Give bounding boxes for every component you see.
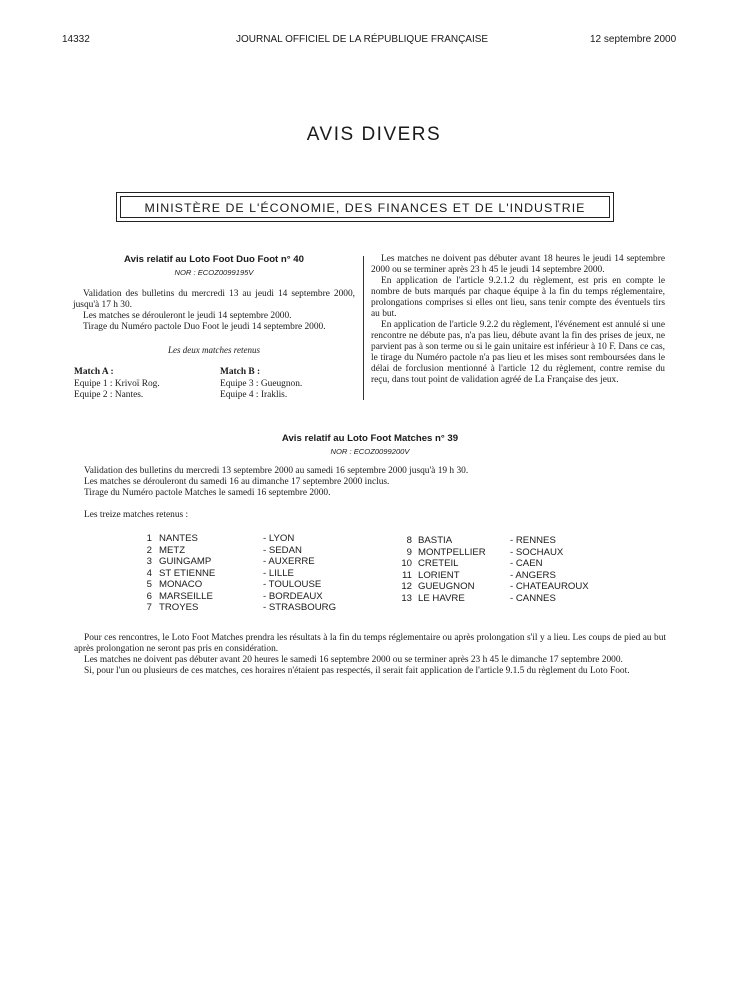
match-row: 3 GUINGAMP - AUXERRE [146,556,315,567]
page-title: AVIS DIVERS [306,124,442,145]
match-row: 8 BASTIA - RENNES [406,535,556,546]
footer-paragraph: Les matches ne doivent pas débuter avant 20 heures le samedi 16 septembre 2000 ou se terminer après 23 h 45 le dimanche 17 septembre 2000. [84,655,623,665]
match-list-left [128,533,368,614]
match-row: 4 ST ETIENNE - LILLE [146,567,294,579]
match-b [220,367,360,402]
duo-foot-notice [73,254,355,355]
match-row: 13 LE HAVRE - CANNES [401,592,556,604]
matches-line: Validation des bulletins du mercredi 13 septembre 2000 au samedi 16 septembre 2000 jusqu'à 19 h 30. [84,466,469,476]
duo-heading: Avis relatif au Loto Foot Duo Foot n° 40 [124,254,304,265]
match-row: 5 MONACO - TOULOUSE [146,579,322,590]
matches-notice [74,433,666,521]
duo-line: Les matches se dérouleront le jeudi 14 septembre 2000. [83,311,292,321]
ministry-box [116,192,614,222]
match-a [74,367,214,402]
team-2: Equipe 2 : Nantes. [74,390,144,400]
issue-date: 12 septembre 2000 [590,34,677,45]
matches-retained: Les treize matches retenus : [84,510,189,520]
rule-paragraph: En application de l'article 9.2.1.2 du règlement, est pris en compte le nombre de buts marqués par chaque équipe à la fin du temps réglementaire, prolongations comprises si elles ont lieu, sans tenir compte des éventuels tirs au but. [371,276,665,319]
match-row: 6 MARSEILLE - BORDEAUX [146,590,323,602]
footer-paragraph: Pour ces rencontres, le Loto Foot Matches prendra les résultats à la fin du temps réglementaire ou après prolongation s'il y a lieu. Les coups de pied au but après prolongation ne seront pas pris en considération. [74,633,666,654]
duo-rules [371,254,665,386]
match-row: 10 CRETEIL - CAEN [401,558,543,569]
duo-line: Tirage du Numéro pactole Duo Foot le jeudi 14 septembre 2000. [83,322,326,332]
match-a-label: Match A : [74,367,114,377]
matches-footer [74,633,666,677]
duo-retained: Les deux matches retenus [168,345,260,355]
matches-line: Tirage du Numéro pactole Matches le samedi 16 septembre 2000. [84,488,331,498]
journal-title: JOURNAL OFFICIEL DE LA RÉPUBLIQUE FRANÇAISE [236,34,489,45]
match-row: 12 GUEUGNON - CHATEAUROUX [401,581,589,592]
team-3: Equipe 3 : Gueugnon. [220,378,303,389]
match-list-right [394,535,634,604]
match-row: 9 MONTPELLIER - SOCHAUX [406,546,564,558]
footer-paragraph: Si, pour l'un ou plusieurs de ces matches, ces horaires n'étaient pas respectés, il serait fait application de l'article 9.1.5 du règlement du Loto Foot. [84,666,630,676]
match-row: 1 NANTES - LYON [146,533,295,544]
team-1: Equipe 1 : Krivoï Rog. [74,378,160,389]
match-b-label: Match B : [220,367,261,377]
duo-line: Validation des bulletins du mercredi 13 au jeudi 14 septembre 2000, jusqu'à 17 h 30. [73,289,355,310]
column-divider [363,256,364,400]
matches-line: Les matches se dérouleront du samedi 16 au dimanche 17 septembre 2000 inclus. [84,477,390,487]
matches-nor: NOR : ECOZ0099200V [330,447,410,456]
team-4: Equipe 4 : Iraklis. [220,390,288,400]
match-row: 2 METZ - SEDAN [146,544,302,556]
match-row: 11 LORIENT - ANGERS [402,569,556,581]
match-row: 7 TROYES - STRASBOURG [146,602,337,613]
matches-heading: Avis relatif au Loto Foot Matches n° 39 [281,433,459,444]
rule-paragraph: Les matches ne doivent pas débuter avant 18 heures le jeudi 14 septembre 2000 ou se terminer après 23 h 45 le jeudi 14 septembre 2000. [371,254,665,275]
rule-paragraph: En application de l'article 9.2.2 du règlement, l'événement est annulé si une rencontre ne débute pas, n'a pas lieu, débute avant la fin des prises de jeux, ne parvient pas à son terme ou si le gain unitaire est inférieur à 10 F. Dans ce cas, le tirage du Numéro pactole n'a pas lieu et les mises sont remboursées dans le délai de forclusion mentionné à l'article 12 du règlement, contre remise du reçu, dans tout point de validation agréé de La Française des jeux. [371,320,665,385]
page-number: 14332 [62,34,90,45]
duo-nor: NOR : ECOZ0099195V [174,268,254,277]
ministry-name: MINISTÈRE DE L'ÉCONOMIE, DES FINANCES ET DE L'INDUSTRIE [120,196,610,218]
